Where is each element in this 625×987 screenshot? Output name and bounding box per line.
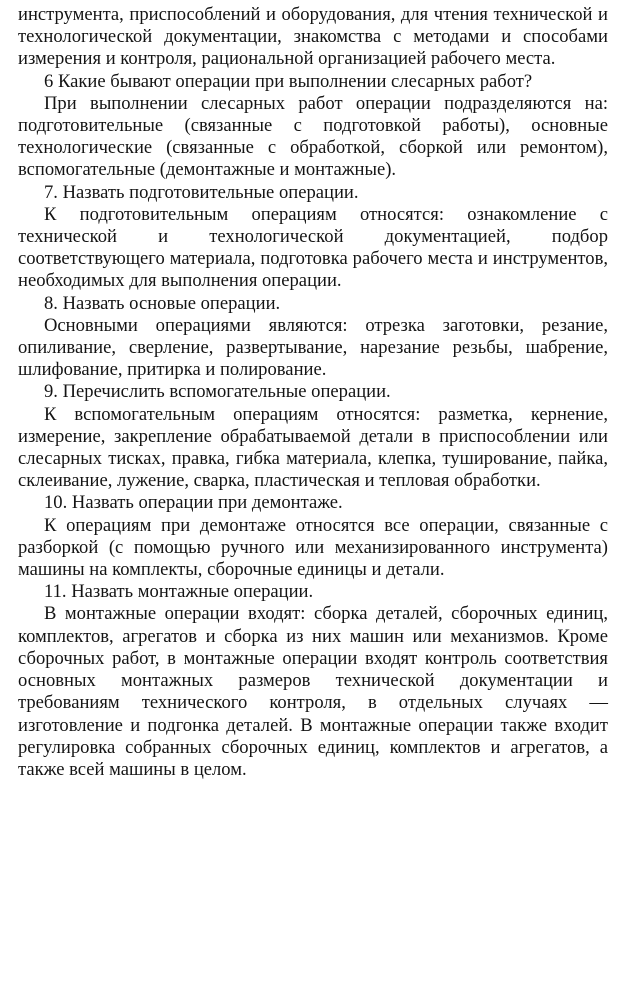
question-9: 9. Перечислить вспомогательные операции. [44, 381, 391, 403]
question-7: 7. Назвать подготовительные операции. [44, 181, 359, 203]
answer-10: К операциям при демонтаже относятся все операции, связанные с разборкой (с помощью ручного или механизированного инструмента) машины на комплекты, сборочные единицы и детали. [18, 514, 608, 581]
document-page [18, 4, 608, 781]
answer-9: К вспомогательным операциям относятся: разметка, кернение, измерение, закрепление обрабатываемой детали в приспособлении или слесарных тисках, правка, гибка материала, клепка, туширование, пайка, склеивание, лужение, сварка, пластическая и тепловая обработки. [18, 403, 608, 492]
answer-7: К подготовительным операциям относятся: ознакомление с технической и технологической документацией, подбор соответствующего материала, подготовка рабочего места и инструментов, необходимых для выполнения операции. [18, 203, 608, 292]
question-10: 10. Назвать операции при демонтаже. [44, 492, 343, 514]
answer-11: В монтажные операции входят: сборка деталей, сборочных единиц, комплектов, агрегатов и сборка из них машин или механизмов. Кроме сборочных работ, в монтажные операции входят контроль соответствия основных монтажных размеров технической документации и требованиям технического контроля, в отдельных случаях — изготовление и подгонка деталей. В монтажные операции также входит регулировка собранных сборочных единиц, комплектов и агрегатов, а также всей машины в целом. [18, 603, 608, 780]
paragraph-continuation: инструмента, приспособлений и оборудования, для чтения технической и технологической документации, знакомства с методами и способами измерения и контроля, рациональной организацией рабочего места. [18, 4, 608, 70]
question-11: 11. Назвать монтажные операции. [44, 581, 314, 603]
question-6: 6 Какие бывают операции при выполнении слесарных работ? [44, 70, 533, 92]
answer-6: При выполнении слесарных работ операции подразделяются на: подготовительные (связанные с подготовкой работы), основные технологические (связанные с обработкой, сборкой или ремонтом), вспомогательные (демонтажные и монтажные). [18, 92, 608, 181]
question-8: 8. Назвать основые операции. [44, 292, 281, 314]
answer-8: Основными операциями являются: отрезка заготовки, резание, опиливание, сверление, развертывание, нарезание резьбы, шабрение, шлифование, притирка и полирование. [18, 314, 608, 381]
